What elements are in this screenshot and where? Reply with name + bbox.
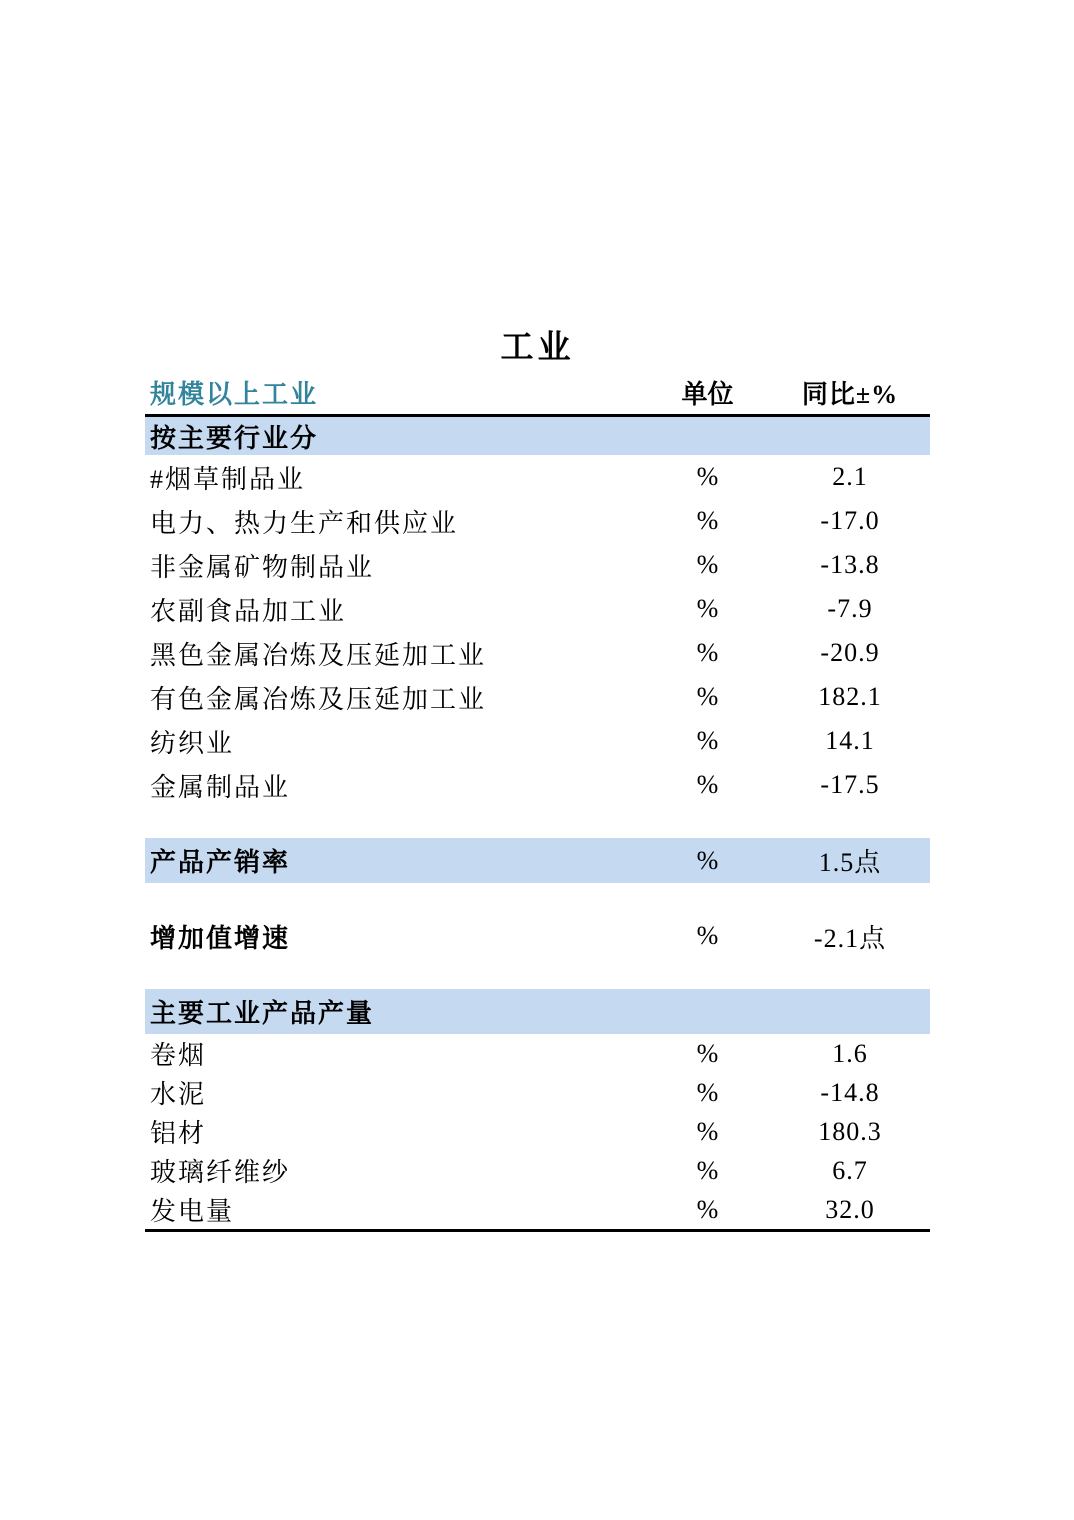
table-row [145, 499, 930, 543]
row-label: 黑色金属冶炼及压延加工业 [150, 640, 487, 670]
row-value: -2.1点 [813, 923, 887, 953]
band-row [145, 838, 930, 883]
row-value: -14.8 [820, 1077, 880, 1107]
row-value: 1.5点 [818, 848, 882, 877]
bottom-rule [145, 1229, 930, 1232]
table-row [145, 719, 930, 763]
gap-row [145, 883, 930, 914]
row-label: 铝材 [150, 1119, 207, 1148]
page-title: 工业 [500, 330, 575, 366]
row-value: -17.5 [820, 770, 880, 799]
row-value: 182.1 [818, 682, 882, 711]
row-label: 非金属矿物制品业 [150, 552, 375, 582]
header-scale-industry: 规模以上工业 [150, 379, 319, 409]
row-label: #烟草制品业 [150, 464, 306, 494]
table-row [145, 1112, 930, 1151]
row-label: 水泥 [150, 1080, 207, 1109]
industry-report-sheet [145, 326, 930, 1232]
header-unit: 单位 [681, 379, 734, 409]
row-unit: % [696, 462, 719, 491]
row-value: -13.8 [820, 550, 880, 579]
section-row [145, 417, 930, 455]
row-value: 2.1 [832, 462, 868, 491]
row-unit: % [696, 1116, 719, 1146]
row-label: 发电量 [150, 1197, 235, 1226]
row-label: 金属制品业 [150, 772, 291, 802]
table-row [145, 675, 930, 719]
row-unit: % [696, 921, 719, 950]
row-value: -20.9 [820, 638, 880, 667]
row-value: -17.0 [820, 506, 880, 535]
row-unit: % [696, 1077, 719, 1107]
header-row [145, 370, 930, 417]
row-label: 纺织业 [150, 728, 235, 758]
table-row [145, 763, 930, 807]
row-label: 卷烟 [150, 1041, 207, 1070]
table-body [145, 417, 930, 1229]
table-row [145, 631, 930, 675]
row-unit: % [696, 506, 719, 535]
row-unit: % [696, 1155, 719, 1185]
row-unit: % [696, 726, 719, 755]
row-unit: % [696, 594, 719, 623]
row-label: 农副食品加工业 [150, 596, 347, 626]
table-row [145, 1073, 930, 1112]
row-label: 有色金属冶炼及压延加工业 [150, 684, 487, 714]
row-unit: % [696, 682, 719, 711]
gap-row [145, 958, 930, 989]
table-row [145, 1151, 930, 1190]
plain-row [145, 914, 930, 958]
row-unit: % [696, 638, 719, 667]
table-row [145, 543, 930, 587]
table-row [145, 587, 930, 631]
row-label: 增加值增速 [150, 923, 291, 953]
row-value: 180.3 [818, 1116, 882, 1146]
band-row [145, 989, 930, 1034]
row-value: 1.6 [832, 1038, 868, 1068]
row-value: 14.1 [825, 726, 875, 755]
row-label: 电力、热力生产和供应业 [150, 508, 459, 538]
row-unit: % [696, 550, 719, 579]
header-yoy: 同比±% [801, 379, 899, 409]
table-row [145, 1190, 930, 1229]
row-label: 主要工业产品产量 [150, 999, 375, 1028]
gap-row [145, 807, 930, 838]
row-unit: % [696, 770, 719, 799]
row-label: 玻璃纤维纱 [150, 1158, 291, 1187]
row-label: 产品产销率 [150, 848, 291, 877]
row-value: 6.7 [832, 1155, 868, 1185]
table-row [145, 1034, 930, 1073]
row-label: 按主要行业分 [150, 423, 319, 453]
table-row [145, 455, 930, 499]
row-value: -7.9 [827, 594, 873, 623]
row-value: 32.0 [825, 1194, 875, 1224]
row-unit: % [696, 1038, 719, 1068]
row-unit: % [696, 845, 719, 875]
row-unit: % [696, 1194, 719, 1224]
